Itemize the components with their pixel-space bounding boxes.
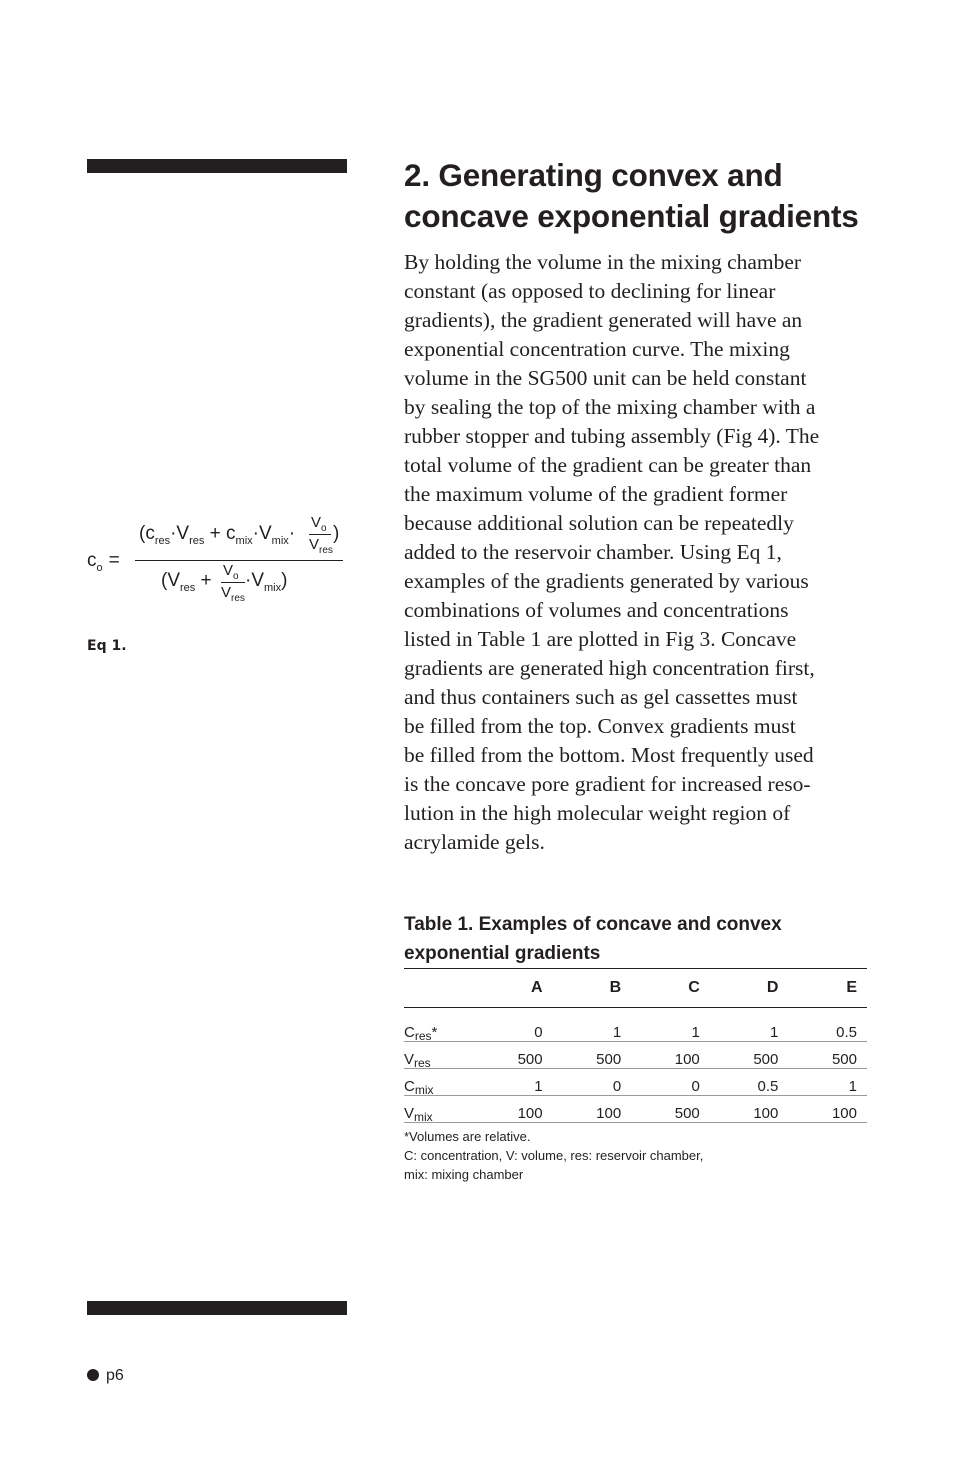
eq-frac-symbol: V (223, 562, 234, 579)
body-line: gradients are generated high concentration first, (404, 656, 815, 680)
body-line: combinations of volumes and concentrations (404, 598, 789, 622)
row-label (404, 1069, 474, 1096)
table-title-line: Table 1. Examples of concave and convex (404, 914, 782, 935)
table-cell: 100 (788, 1096, 867, 1123)
eq-den-sub: mix (264, 582, 282, 594)
eq-frac-sub: res (231, 593, 245, 604)
footnote: *Volumes are relative. (404, 1129, 531, 1144)
row-label-symbol: C (404, 1024, 415, 1041)
eq-num-part: ·V (252, 523, 272, 544)
gradient-table (404, 968, 867, 1123)
eq-num-sub: res (154, 535, 171, 547)
row-label-symbol: C (404, 1078, 415, 1095)
row-label-sub: mix (414, 1083, 434, 1097)
body-line: gradients), the gradient generated will have an (404, 308, 803, 332)
eq-main-fraction-line (135, 560, 343, 561)
section-heading (404, 155, 874, 237)
table-cell: 500 (631, 1096, 710, 1123)
body-line: be filled from the top. Convex gradients must (404, 714, 796, 738)
eq-frac-sub: o (321, 523, 327, 534)
table-cell: 0 (631, 1069, 710, 1096)
table-cell: 0 (474, 1008, 553, 1042)
row-label (404, 1008, 474, 1042)
row-label-sub: res (414, 1056, 431, 1070)
eq-num-frac-bottom (309, 536, 333, 556)
body-line: constant (as opposed to declining for linear (404, 279, 776, 303)
table-row (404, 1042, 867, 1069)
equation-label: Eq 1. (87, 638, 127, 654)
eq-frac-symbol: V (309, 536, 320, 553)
body-line: rubber stopper and tubing assembly (Fig 4). The (404, 424, 820, 448)
eq-lhs-symbol: c (87, 550, 97, 571)
row-label-sub: mix (414, 1110, 433, 1124)
eq-num-part: + c (204, 523, 236, 544)
eq-den-part: ) (281, 570, 288, 591)
table-cell: 1 (631, 1008, 710, 1042)
body-paragraph (404, 248, 874, 857)
eq-den-sub: res (180, 582, 196, 594)
table-header-cell: D (766, 979, 779, 996)
table-row (404, 1096, 867, 1123)
table-title-line: exponential gradients (404, 943, 601, 964)
eq-num-part: ·V (170, 523, 190, 544)
eq-den-part: (V (161, 570, 180, 591)
table-row (404, 1008, 867, 1042)
table-cell: 1 (474, 1069, 553, 1096)
table-cell: 1 (553, 1008, 632, 1042)
eq-frac-symbol: V (311, 514, 322, 531)
table-footnotes (404, 1127, 703, 1184)
table-cell: 0 (553, 1069, 632, 1096)
eq-den-part: ·V (245, 570, 264, 591)
bullet-icon (87, 1369, 99, 1381)
table-cell: 100 (631, 1042, 710, 1069)
body-line: and thus containers such as gel cassettes must (404, 685, 798, 709)
page-footer (87, 1367, 124, 1385)
table-header-cell: C (688, 979, 700, 996)
eq-frac-sub: o (233, 571, 239, 582)
eq-num-close: ) (333, 523, 340, 544)
row-label-suffix: * (431, 1024, 438, 1041)
table-cell: 500 (710, 1042, 789, 1069)
bottom-rule (87, 1301, 347, 1315)
eq-num-sub: mix (235, 535, 253, 547)
body-line: because additional solution can be repeatedly (404, 511, 794, 535)
table-header-cell: E (846, 979, 857, 996)
body-line: By holding the volume in the mixing chamber (404, 250, 802, 274)
footnote: C: concentration, V: volume, res: reservoir chamber, (404, 1148, 704, 1163)
body-line: the maximum volume of the gradient former (404, 482, 788, 506)
table-cell: 100 (474, 1096, 553, 1123)
heading-line: concave exponential gradients (404, 198, 859, 234)
eq-den-frac-line (221, 582, 245, 583)
body-line: acrylamide gels. (404, 830, 545, 854)
equation-lhs (87, 550, 120, 572)
eq-num-part: (c (139, 523, 155, 544)
top-rule (87, 159, 347, 173)
body-line: listed in Table 1 are plotted in Fig 3. Concave (404, 627, 797, 651)
eq-num-sub: res (189, 535, 205, 547)
body-line: total volume of the gradient can be greater than (404, 453, 812, 477)
body-line: is the concave pore gradient for increased reso- (404, 772, 811, 796)
footnote: mix: mixing chamber (404, 1167, 524, 1182)
table-header-corner (404, 969, 474, 1008)
table-cell: 500 (474, 1042, 553, 1069)
page-number: p6 (106, 1367, 124, 1384)
heading-line: 2. Generating convex and (404, 157, 783, 193)
table-cell: 100 (553, 1096, 632, 1123)
body-line: added to the reservoir chamber. Using Eq 1, (404, 540, 782, 564)
eq-num-frac-top (311, 514, 327, 534)
eq-frac-symbol: V (221, 584, 232, 601)
body-line: examples of the gradients generated by various (404, 569, 809, 593)
table-header-row (404, 969, 867, 1008)
equation-denominator (161, 570, 212, 592)
body-line: be filled from the bottom. Most frequently used (404, 743, 814, 767)
table-row (404, 1069, 867, 1096)
table-cell: 500 (788, 1042, 867, 1069)
table-header-cell: B (609, 979, 622, 996)
table-title (404, 910, 782, 968)
table-cell: 0.5 (710, 1069, 789, 1096)
eq-num-part: · (288, 523, 296, 544)
eq-lhs-sub: o (96, 562, 103, 574)
row-label (404, 1096, 474, 1123)
row-label (404, 1042, 474, 1069)
eq-num-sub: mix (271, 535, 289, 547)
eq-num-frac-line (309, 534, 331, 535)
table-cell: 500 (553, 1042, 632, 1069)
table-cell: 100 (710, 1096, 789, 1123)
table-cell: 1 (788, 1069, 867, 1096)
eq-frac-sub: res (319, 545, 333, 556)
eq-den-tail (245, 570, 287, 592)
eq-den-part: + (195, 570, 212, 591)
row-label-sub: res (414, 1029, 432, 1043)
eq-den-frac-bottom (221, 584, 245, 604)
table-cell: 1 (710, 1008, 789, 1042)
table-header-cell: A (531, 979, 543, 996)
body-line: lution in the high molecular weight region of (404, 801, 791, 825)
eq-den-frac-top (223, 562, 239, 582)
body-line: by sealing the top of the mixing chamber with a (404, 395, 816, 419)
equation (87, 512, 345, 612)
equation-numerator (139, 523, 295, 545)
row-label-symbol: V (404, 1051, 415, 1068)
eq-equals: = (108, 550, 120, 571)
body-line: volume in the SG500 unit can be held constant (404, 366, 807, 390)
body-line: exponential concentration curve. The mixing (404, 337, 790, 361)
table-cell: 0.5 (788, 1008, 867, 1042)
row-label-symbol: V (404, 1105, 415, 1122)
